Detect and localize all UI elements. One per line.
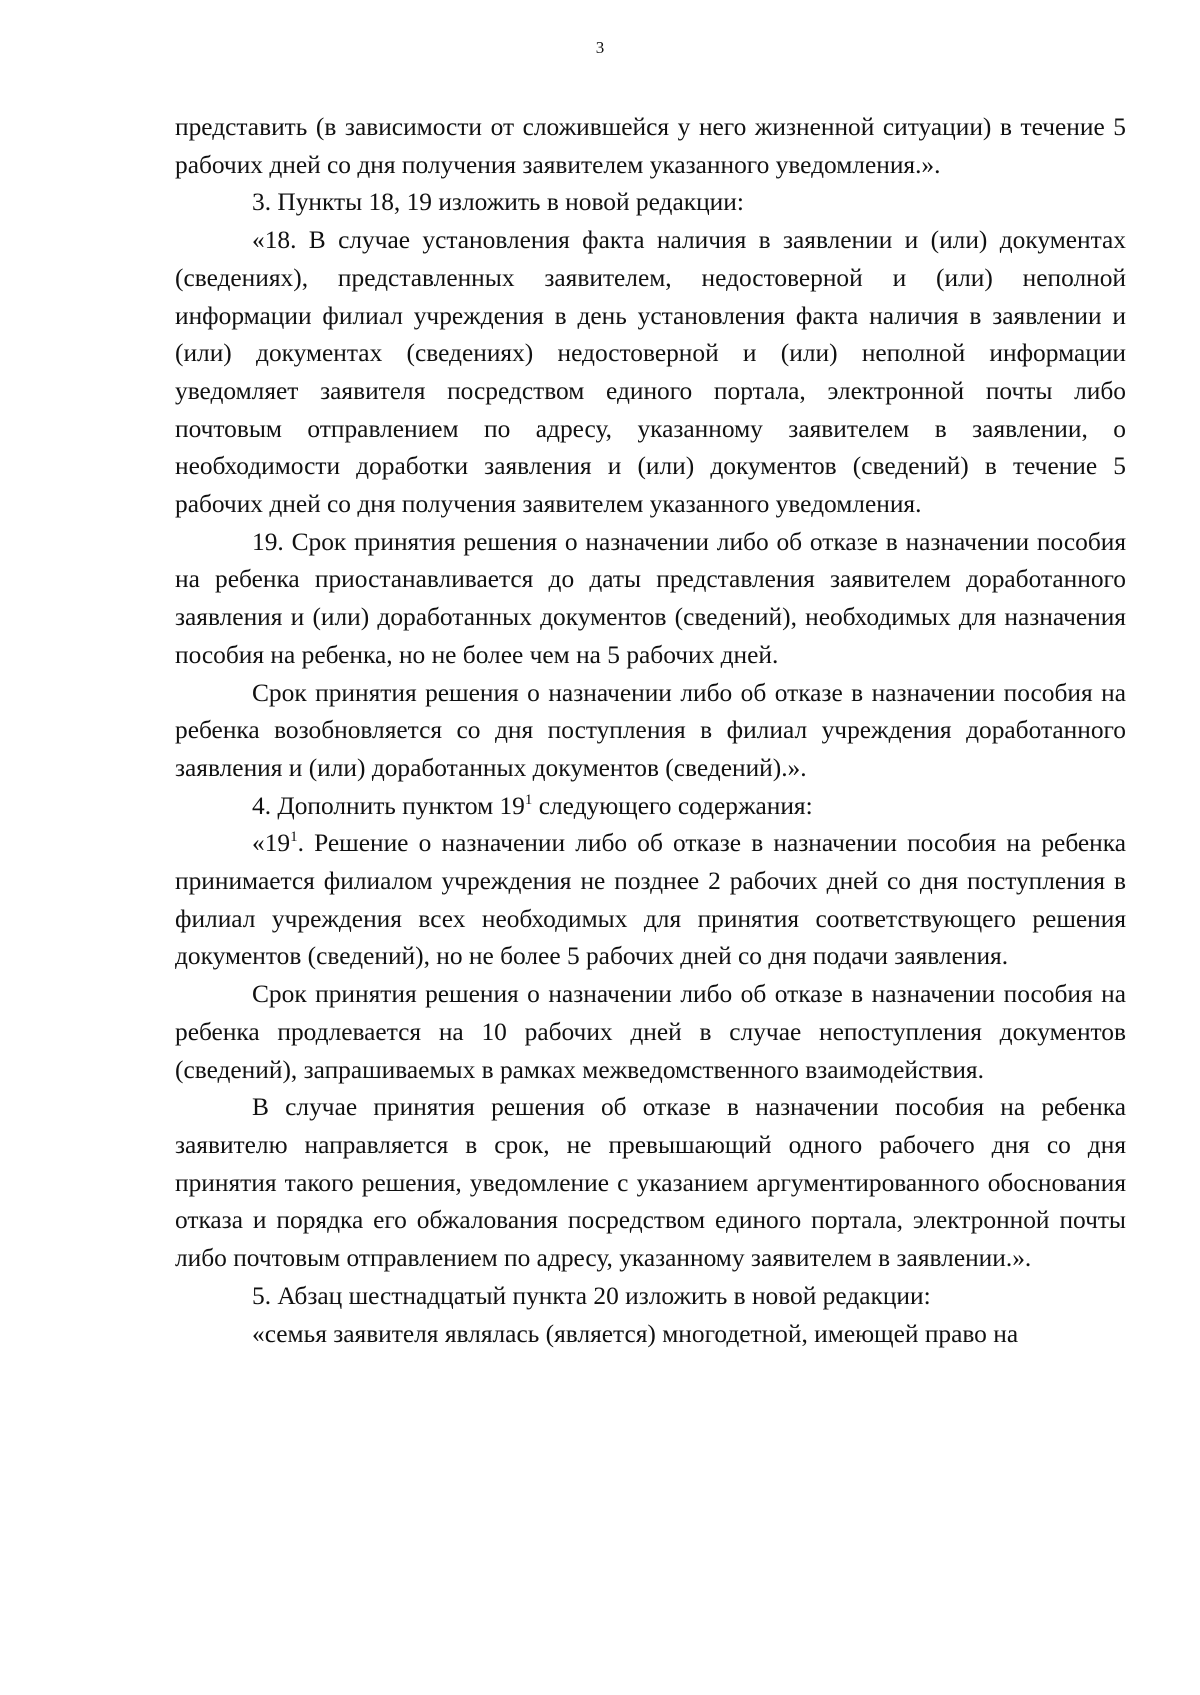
paragraph-item-3: 3. Пункты 18, 19 изложить в новой редакции: [252, 188, 744, 217]
clause-19-1-prefix: «19 [252, 829, 291, 858]
paragraph-item-4-text: 4. Дополнить пунктом 19 [252, 791, 525, 820]
paragraph-clause-19-part-2: Срок принятия решения о назначении либо об отказе в назначении пособия на ребенка возобновляется со дня поступления в филиал учреждения доработанного заявления и (или) доработанных документов (сведений).». [175, 678, 1126, 782]
superscript: 1 [524, 791, 533, 808]
paragraph-clause-19-1 [175, 825, 1126, 976]
paragraph-clause-19-1-part-2: Срок принятия решения о назначении либо об отказе в назначении пособия на ребенка продлевается на 10 рабочих дней в случае непоступления документов (сведений), запрашиваемых в рамках межведомственного взаимодействия. [175, 980, 1126, 1084]
document-body [175, 109, 1126, 1353]
paragraph-continuation: представить (в зависимости от сложившейся у него жизненной ситуации) в течение 5 рабочих дней со дня получения заявителем указанного уведомления.». [175, 113, 1126, 179]
paragraph-item-5: 5. Абзац шестнадцатый пункта 20 изложить в новой редакции: [252, 1281, 931, 1310]
page-number: 3 [595, 38, 605, 57]
paragraph-item-4-text-end: следующего содержания: [532, 791, 813, 820]
clause-19-1-text: . Решение о назначении либо об отказе в назначении пособия на ребенка принимается филиалом учреждения не позднее 2 рабочих дней со дня поступления в филиал учреждения всех необходимых для принятия соответствующего решения документов (сведений), но не более 5 рабочих дней со дня подачи заявления. [175, 829, 1126, 971]
paragraph-clause-18: «18. В случае установления факта наличия в заявлении и (или) документах (сведениях), представленных заявителем, недостоверной и (или) неполной информации филиал учреждения в день установления факта наличия в заявлении и (или) документах (сведениях) недостоверной и (или) неполной информации уведомляет заявителя посредством единого портала, электронной почты либо почтовым отправлением по адресу, указанному заявителем в заявлении, о необходимости доработки заявления и (или) документов (сведений) в течение 5 рабочих дней со дня получения заявителем указанного уведомления. [175, 226, 1126, 519]
superscript: 1 [290, 829, 298, 846]
paragraph-clause-19: 19. Срок принятия решения о назначении либо об отказе в назначении пособия на ребенка приостанавливается до даты представления заявителем доработанного заявления и (или) доработанных документов (сведений), необходимых для назначения пособия на ребенка, но не более чем на 5 рабочих дней. [175, 527, 1126, 669]
paragraph-clause-19-1-part-3: В случае принятия решения об отказе в назначении пособия на ребенка заявителю направляется в срок, не превышающий одного рабочего дня со дня принятия такого решения, уведомление с указанием аргументированного обоснования отказа и порядка его обжалования посредством единого портала, электронной почты либо почтовым отправлением по адресу, указанному заявителем в заявлении.». [175, 1093, 1126, 1273]
paragraph-item-4 [175, 788, 1126, 826]
paragraph-clause-20-part-16: «семья заявителя являлась (является) многодетной, имеющей право на [252, 1319, 1019, 1348]
